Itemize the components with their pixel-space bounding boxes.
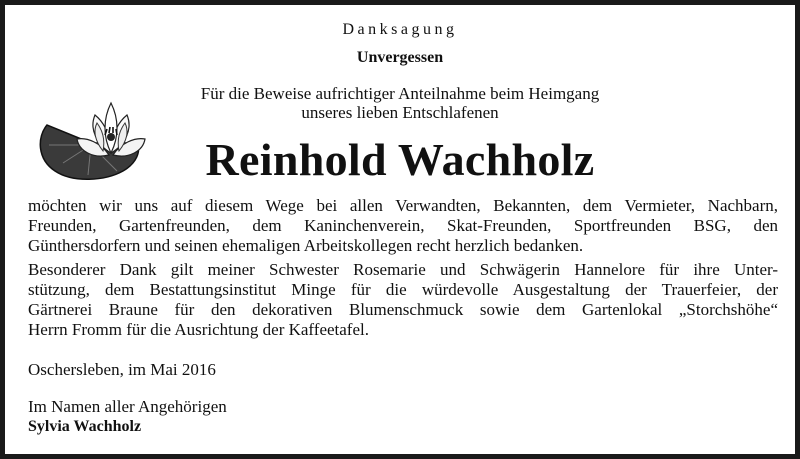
place-date: Oschersleben, im Mai 2016	[28, 360, 216, 379]
closing-text: Im Namen aller Angehörigen	[28, 397, 227, 416]
paragraph1-line: möchten wir uns auf diesem Wege bei allen Verwandten, Bekannten, dem Vermieter, Nachbarn,	[28, 196, 778, 215]
deceased-name: Reinhold Wachholz	[205, 134, 595, 185]
paragraph1-line: Freunden, Gartenfreunden, dem Kaninchenverein, Skat-Freunden, Sportfreunden BSG, den	[28, 216, 778, 235]
intro-line-2: unseres lieben Entschlafenen	[301, 103, 499, 122]
intro-line-1: Für die Beweise aufrichtiger Anteilnahme beim Heimgang	[200, 84, 600, 103]
paragraph2-line: stützung, dem Bestattungsinstitut Minge für die würdevolle Ausgestaltung der Trauerfeier, der	[28, 280, 778, 299]
notice-title: Danksagung	[342, 21, 458, 38]
paragraph2-line: Gärtnerei Braune für den dekorativen Blumenschmuck sowie dem Gartenlokal „Storchshöhe“	[28, 300, 778, 319]
paragraph2-line: Besonderer Dank gilt meiner Schwester Rosemarie und Schwägerin Hannelore für ihre Unter-	[28, 260, 778, 279]
notice-subtitle: Unvergessen	[356, 49, 444, 66]
paragraph1-line: Günthersdorfern und seinen ehemaligen Arbeitskollegen recht herzlich bedanken.	[28, 236, 584, 255]
signature: Sylvia Wachholz	[28, 418, 142, 435]
paragraph2-line: Herrn Fromm für die Ausrichtung der Kaffeetafel.	[28, 320, 369, 339]
